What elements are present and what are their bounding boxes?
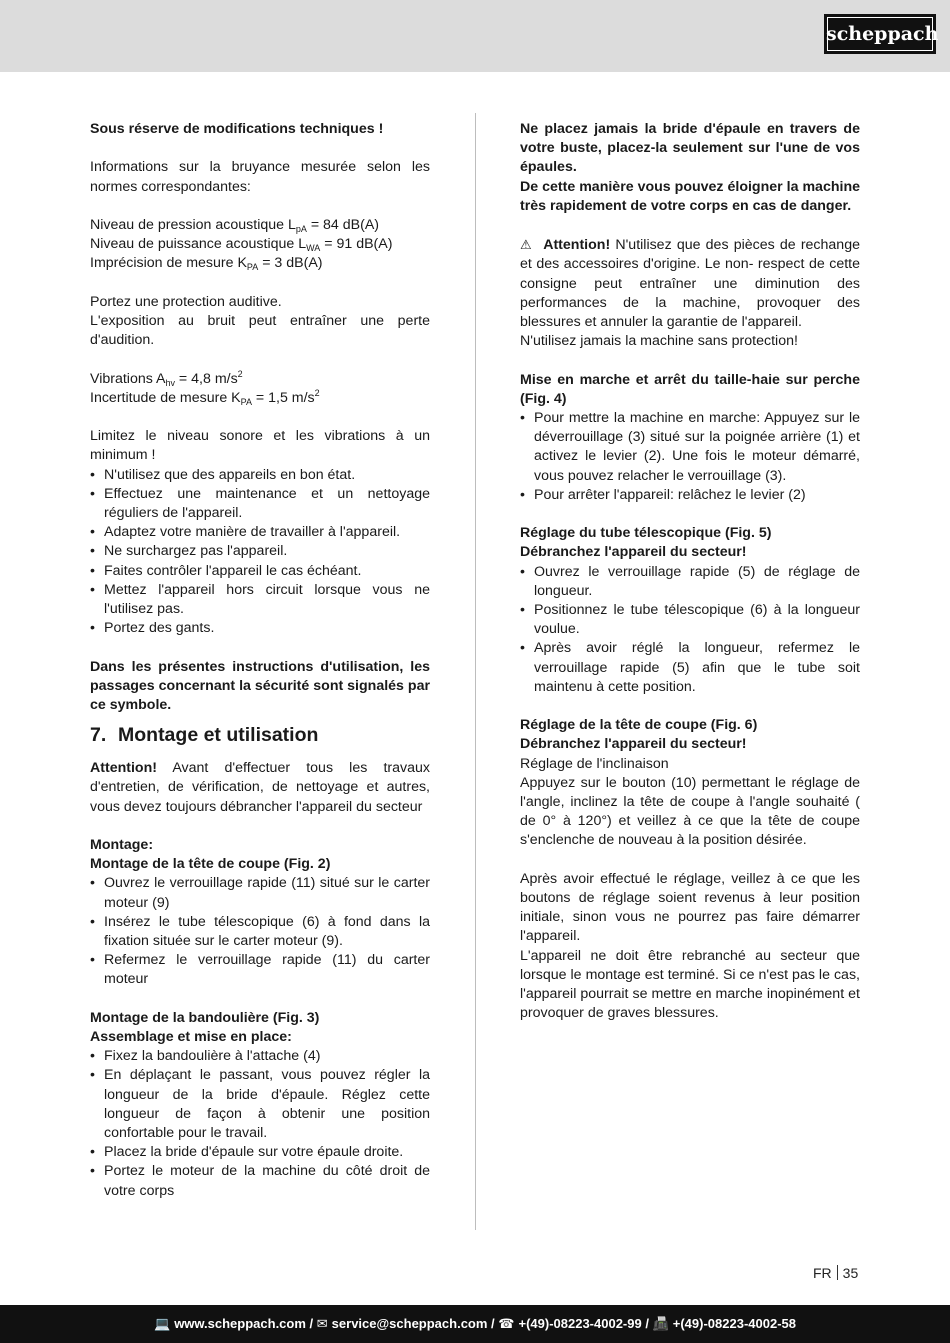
start-stop-heading: Mise en marche et arrêt du taille-haie sur perche (Fig. 4) (520, 371, 860, 407)
list-item: • Fixez la bandoulière à l'attache (4) (90, 1047, 430, 1066)
tube-unplug: Débranchez l'appareil du secteur! (520, 544, 747, 561)
inclination-label: Réglage de l'inclinaison (520, 755, 669, 772)
list-item: • Refermez le verrouillage rapide (11) du carter moteur (90, 951, 430, 989)
cutting-head-heading: Montage de la tête de coupe (Fig. 2) (90, 856, 331, 873)
noise-line-pressure: Niveau de pression acoustique $L_{pA} = 84$ dB(A) (90, 216, 380, 234)
footer-website[interactable]: www.scheppach.com / (174, 1316, 314, 1331)
tube-list (520, 563, 860, 697)
footer-phone: +(49)-08223-4002-99 / (518, 1316, 649, 1331)
safety-list (90, 466, 430, 639)
section-heading: 7. Montage et utilisation (90, 724, 319, 747)
list-item: • Ne surchargez pas l'appareil. (90, 542, 430, 561)
footer-email[interactable]: service@scheppach.com / (331, 1316, 495, 1331)
spare-parts-attention: ⚠ Attention! N'utilisez que des pièces de rechange et des accessoires d'origine. Le non- respect de cette consigne peut entraîner une diminution des performances de la machine, provoquer des blessures et annuler la garantie de l'appareil. (520, 237, 860, 331)
list-item: • Après avoir réglé la longueur, refermez le verrouillage rapide (5) afin que le tube soit maintenu à cette position. (520, 639, 860, 697)
list-item: • Ouvrez le verrouillage rapide (11) situé sur le carter moteur (9) (90, 874, 430, 912)
noise-line-power: Niveau de puissance acoustique $L_{WA} = 91$ dB(A) (90, 236, 393, 254)
phone-icon: ☎ (498, 1316, 515, 1331)
scheppach-logo: scheppach (824, 14, 936, 54)
inclination-text: Appuyez sur le bouton (10) permettant le réglage de l'angle, inclinez la tête de coupe à l'angle souhaité ( de 0° à 120°) et veillez à ce que la tête de coupe s'enclenche de nouveau à la position désirée. (520, 774, 860, 849)
start-stop-list (520, 409, 860, 505)
column-divider (475, 113, 476, 1230)
montage-heading: Montage: (90, 837, 154, 853)
vibration-line: Vibrations $A_{hv} = 4,8$ $m/s^2$ (90, 368, 243, 388)
strap-warning-2: De cette manière vous pouvez éloigner la machine très rapidement de votre corps en cas de danger. (520, 178, 860, 214)
page-header (0, 0, 950, 72)
list-item: • Pour arrêter l'appareil: relâchez le levier (2) (520, 486, 860, 505)
noise-line-uncertainty: Imprécision de mesure $K_{PA} = 3$ dB(A) (90, 255, 323, 273)
list-item: • N'utilisez que des appareils en bon état. (90, 466, 430, 485)
head-adjust-heading: Réglage de la tête de coupe (Fig. 6) (520, 717, 758, 734)
list-item: • Effectuez une maintenance et un nettoyage réguliers de l'appareil. (90, 485, 430, 523)
attention-note: Attention! Avant d'effectuer tous les travaux d'entretien, de vérification, de nettoyage et autres, vous devez toujours débrancher l'appareil du secteur (90, 760, 430, 815)
list-item: • En déplaçant le passant, vous pouvez régler la longueur de la bride d'épaule. Réglez cette longueur de façon à obtenir une position confortable pour le travail. (90, 1066, 430, 1143)
strap-warning: Ne placez jamais la bride d'épaule en travers de votre buste, placez-la seulement sur l'une de vos épaules. (520, 121, 860, 176)
computer-icon: 💻 (154, 1316, 171, 1331)
assembly-heading: Assemblage et mise en place: (90, 1029, 292, 1046)
modification-note: Sous réserve de modifications techniques ! (90, 121, 384, 137)
list-item: • Placez la bride d'épaule sur votre épaule droite. (90, 1143, 430, 1162)
list-item: • Insérez le tube télescopique (6) à fond dans la fixation située sur le carter moteur (9). (90, 913, 430, 951)
tube-heading: Réglage du tube télescopique (Fig. 5) (520, 525, 772, 542)
shoulder-strap-heading: Montage de la bandoulière (Fig. 3) (90, 1009, 320, 1026)
vibration-uncertainty: Incertitude de mesure $K_{PA} = 1,5$ $m/s^2$ (90, 387, 320, 407)
fax-icon: 📠 (652, 1316, 669, 1331)
list-item: • Ouvrez le verrouillage rapide (5) de réglage de longueur. (520, 563, 860, 601)
head-unplug: Débranchez l'appareil du secteur! (520, 736, 747, 753)
cutting-head-list (90, 874, 430, 989)
left-column (90, 120, 430, 1201)
page-footer (0, 1305, 950, 1343)
list-item: • Portez des gants. (90, 619, 430, 638)
list-item: • Mettez l'appareil hors circuit lorsque vous ne l'utilisez pas. (90, 581, 430, 619)
safety-symbol-note: Dans les présentes instructions d'utilisation, les passages concernant la sécurité sont signalés par ce symbole. (90, 658, 430, 713)
right-column (520, 120, 860, 1023)
noise-intro: Informations sur la bruyance mesurée selon les normes correspondantes: (90, 159, 430, 195)
list-item: • Portez le moteur de la machine du côté droit de votre corps (90, 1162, 430, 1200)
noise-exposure: L'exposition au bruit peut entraîner une perte d'audition. (90, 312, 430, 349)
footer-fax: +(49)-08223-4002-58 (672, 1316, 796, 1331)
warning-icon: ⚠ (520, 237, 533, 253)
page-number: FR 35 (813, 1265, 859, 1281)
list-item: • Positionnez le tube télescopique (6) à la longueur voulue. (520, 601, 860, 639)
list-item: • Faites contrôler l'appareil le cas échéant. (90, 562, 430, 581)
list-item: • Pour mettre la machine en marche: Appuyez sur le déverrouillage (3) situé sur la poignée arrière (1) et activez le levier (2). Une fois le moteur démarré, vous pouvez relacher le verrouillage (3). (520, 409, 860, 486)
hearing-protection: Portez une protection auditive. (90, 293, 282, 310)
reconnect-text: L'appareil ne doit être rebranché au secteur que lorsque le montage est terminé. Si ce n'est pas le cas, l'appareil pourrait se mettre en marche inopinément et provoquer de graves blessures. (520, 947, 860, 1022)
after-adjust-text: Après avoir effectué le réglage, veillez à ce que les boutons de réglage soient revenus à leur position initiale, sinon vous ne pourrez pas faire démarrer l'appareil. (520, 870, 860, 945)
list-item: • Adaptez votre manière de travailler à l'appareil. (90, 523, 430, 542)
limit-noise: Limitez le niveau sonore et les vibrations à un minimum ! (90, 428, 430, 464)
no-protection-warning: N'utilisez jamais la machine sans protection! (520, 333, 798, 350)
shoulder-strap-list (90, 1047, 430, 1201)
mail-icon: ✉ (316, 1316, 328, 1331)
